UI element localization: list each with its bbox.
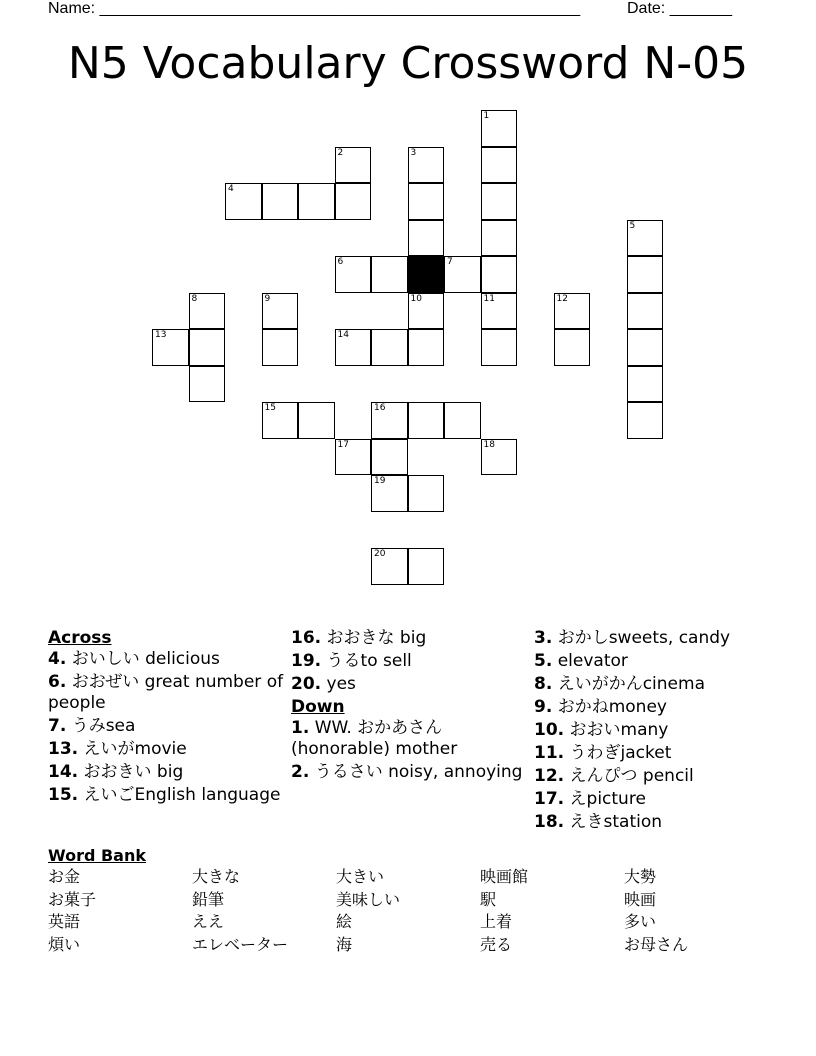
clue-number: 13 xyxy=(155,330,167,340)
clue-number: 20 xyxy=(374,549,386,559)
clue-number: 18 xyxy=(483,439,495,450)
clue-number: 5 xyxy=(629,220,636,231)
crossword-cell[interactable] xyxy=(408,329,445,366)
clues-column-3 xyxy=(534,628,770,835)
crossword-cell[interactable] xyxy=(444,402,481,439)
word-bank-item: 大勢 xyxy=(624,867,657,886)
word-bank-column xyxy=(480,866,620,956)
crossword-cell[interactable] xyxy=(335,329,372,366)
down-clue-2: 2. うるさい noisy, annoying xyxy=(291,762,523,782)
clue-number: 16 xyxy=(374,403,386,413)
word-bank-item: 鉛筆 xyxy=(192,889,225,909)
down-clue-9: 9. おかねmoney xyxy=(534,697,667,717)
word-bank-item: 煩い xyxy=(48,934,81,954)
clue-number: 2 xyxy=(337,147,344,158)
word-bank-item: ええ xyxy=(192,912,225,931)
crossword-cell[interactable] xyxy=(554,293,591,330)
word-bank-item: 大きな xyxy=(192,867,241,886)
crossword-cell[interactable] xyxy=(189,366,226,403)
clue-number: 1 xyxy=(483,111,490,121)
crossword-cell[interactable] xyxy=(408,548,445,585)
crossword-cell[interactable] xyxy=(371,402,408,439)
down-clue-10: 10. おおいmany xyxy=(534,720,669,740)
word-bank-item: 映画 xyxy=(624,889,657,909)
clues-column-2 xyxy=(291,628,527,785)
name-field-line: Name: ______________________________________________________ xyxy=(48,0,581,17)
crossword-cell[interactable] xyxy=(371,329,408,366)
page-title: N5 Vocabulary Crossword N-05 xyxy=(67,38,749,89)
word-bank-item: 大きい xyxy=(336,867,385,886)
crossword-cell[interactable] xyxy=(481,256,518,293)
word-bank-item: 海 xyxy=(336,934,353,954)
crossword-cell[interactable] xyxy=(335,183,372,220)
across-clue-20: 20. yes xyxy=(291,674,356,694)
word-bank-item: 売る xyxy=(480,934,513,954)
clue-number: 3 xyxy=(410,147,417,158)
crossword-cell[interactable] xyxy=(371,256,408,293)
crossword-cell[interactable] xyxy=(371,548,408,585)
crossword-cell[interactable] xyxy=(335,256,372,293)
crossword-cell[interactable] xyxy=(408,183,445,220)
crossword-cell[interactable] xyxy=(627,256,664,293)
clue-number: 14 xyxy=(337,330,349,340)
down-clue-18: 18. えきstation xyxy=(534,812,663,832)
across-clue-7: 7. うみsea xyxy=(48,716,136,736)
crossword-cell[interactable] xyxy=(408,293,445,330)
crossword-cell[interactable] xyxy=(189,293,226,330)
clue-number: 10 xyxy=(410,293,422,304)
crossword-cell[interactable] xyxy=(371,475,408,512)
crossword-cell[interactable] xyxy=(481,110,518,147)
crossword-cell[interactable] xyxy=(225,183,262,220)
clue-number: 12 xyxy=(556,293,568,304)
across-heading: Across xyxy=(48,628,112,648)
crossword-cell[interactable] xyxy=(627,329,664,366)
word-bank-item: 多い xyxy=(624,912,657,931)
across-clue-13: 13. えいがmovie xyxy=(48,739,187,759)
word-bank-item: 映画館 xyxy=(480,867,529,886)
crossword-cell[interactable] xyxy=(371,439,408,476)
crossword-blocked-cell xyxy=(408,256,445,293)
across-clue-16: 16. おおきな big xyxy=(291,628,427,648)
down-heading: Down xyxy=(291,697,345,717)
crossword-cell[interactable] xyxy=(481,147,518,184)
word-bank-item: 駅 xyxy=(480,889,497,909)
crossword-cell[interactable] xyxy=(152,329,189,366)
clue-number: 7 xyxy=(447,257,453,267)
word-bank-item: お菓子 xyxy=(48,889,97,909)
word-bank-column xyxy=(624,866,764,956)
word-bank-item: 上着 xyxy=(480,912,513,931)
crossword-cell[interactable] xyxy=(627,402,664,439)
down-clue-8: 8. えいがかんcinema xyxy=(534,674,705,694)
crossword-cell[interactable] xyxy=(189,329,226,366)
word-bank-item: 英語 xyxy=(48,912,81,931)
word-bank-item: エレベーター xyxy=(192,934,289,954)
word-bank-item: 美味しい xyxy=(336,889,401,909)
across-clue-14: 14. おおきい big xyxy=(48,762,184,782)
word-bank-item: お金 xyxy=(48,867,81,886)
across-clue-15: 15. えいごEnglish language xyxy=(48,785,281,805)
crossword-cell[interactable] xyxy=(627,220,664,257)
word-bank-column xyxy=(336,866,476,956)
clue-number: 17 xyxy=(337,439,349,450)
crossword-cell[interactable] xyxy=(627,293,664,330)
crossword-cell[interactable] xyxy=(298,402,335,439)
down-clue-5: 5. elevator xyxy=(534,651,628,671)
crossword-cell[interactable] xyxy=(298,183,335,220)
clue-number: 8 xyxy=(191,293,198,304)
date-field-line: Date: _______ xyxy=(627,0,732,17)
clues-column-1 xyxy=(48,628,284,808)
crossword-cell[interactable] xyxy=(262,402,299,439)
clue-number: 11 xyxy=(483,293,495,304)
crossword-cell[interactable] xyxy=(481,183,518,220)
crossword-cell[interactable] xyxy=(408,402,445,439)
down-clue-11: 11. うわぎjacket xyxy=(534,743,672,763)
crossword-cell[interactable] xyxy=(481,220,518,257)
word-bank-item: お母さん xyxy=(624,934,689,954)
crossword-cell[interactable] xyxy=(335,439,372,476)
crossword-cell[interactable] xyxy=(262,329,299,366)
crossword-cell[interactable] xyxy=(627,366,664,403)
across-clue-19: 19. うるto sell xyxy=(291,651,412,671)
crossword-cell[interactable] xyxy=(335,147,372,184)
crossword-cell[interactable] xyxy=(262,183,299,220)
across-clue-6: 6. おおぜい great number of people xyxy=(48,672,284,713)
clue-number: 9 xyxy=(264,293,271,304)
down-clue-3: 3. おかしsweets, candy xyxy=(534,628,731,648)
crossword-cell[interactable] xyxy=(554,329,591,366)
crossword-cell[interactable] xyxy=(408,147,445,184)
word-bank-column xyxy=(192,866,332,956)
down-clue-1: 1. WW. おかあさん(honorable) mother xyxy=(291,718,458,759)
word-bank-column xyxy=(48,866,188,956)
word-bank-title: Word Bank xyxy=(48,846,147,865)
clue-number: 6 xyxy=(337,257,344,267)
crossword-cell[interactable] xyxy=(262,293,299,330)
crossword-cell[interactable] xyxy=(408,220,445,257)
clue-number: 15 xyxy=(264,403,276,413)
crossword-cell[interactable] xyxy=(444,256,481,293)
crossword-cell[interactable] xyxy=(481,293,518,330)
crossword-cell[interactable] xyxy=(481,439,518,476)
down-clue-12: 12. えんぴつ pencil xyxy=(534,766,694,786)
word-bank-item: 絵 xyxy=(336,912,353,931)
clue-number: 19 xyxy=(374,476,386,486)
crossword-cell[interactable] xyxy=(481,329,518,366)
down-clue-17: 17. えpicture xyxy=(534,789,646,809)
crossword-cell[interactable] xyxy=(408,475,445,512)
across-clue-4: 4. おいしい delicious xyxy=(48,649,220,669)
clue-number: 4 xyxy=(228,184,234,194)
